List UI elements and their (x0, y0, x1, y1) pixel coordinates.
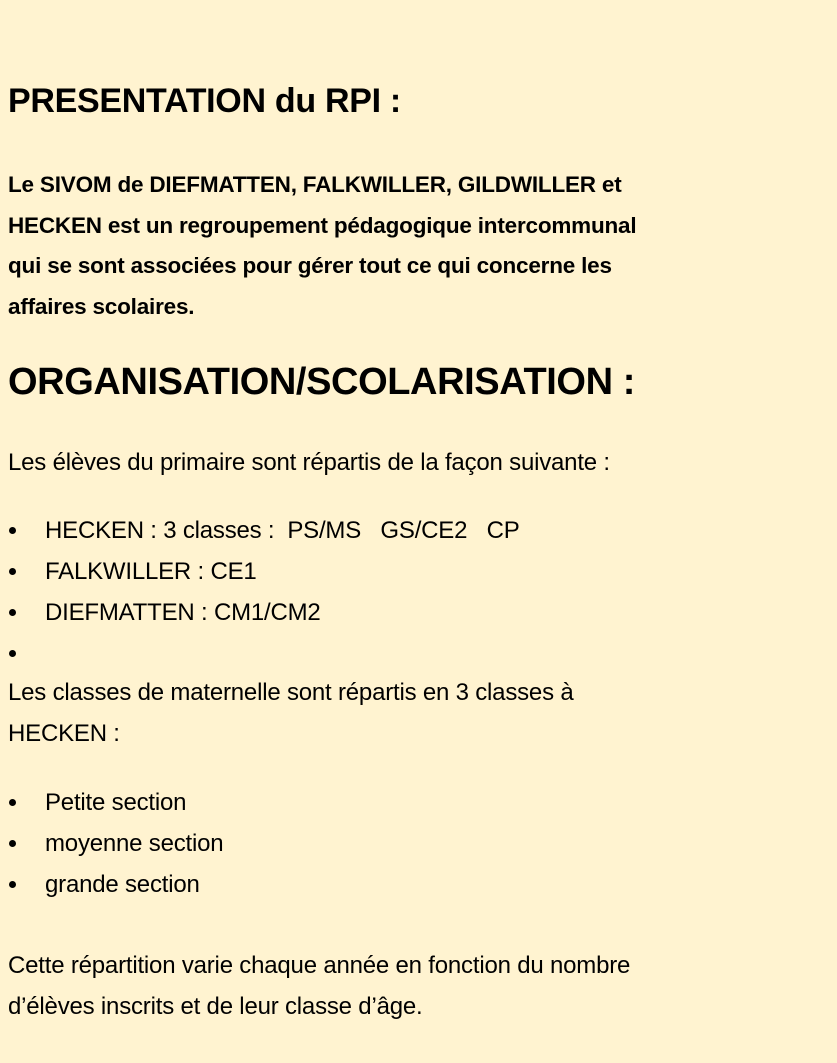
closing-line: d’élèves inscrits et de leur classe d’âge. (8, 992, 423, 1020)
bullet-icon (9, 840, 16, 847)
organisation-heading: ORGANISATION/SCOLARISATION : (8, 361, 636, 403)
intro-line: affaires scolaires. (8, 293, 195, 319)
bullet-icon (9, 527, 16, 534)
closing-line: Cette répartition varie chaque année en fonction du nombre (8, 952, 631, 979)
list-item-text: grande section (45, 871, 200, 898)
intro-line: Le SIVOM de DIEFMATTEN, FALKWILLER, GILDWILLER et (8, 172, 622, 197)
list-item (8, 633, 520, 674)
list-item-text: moyenne section (45, 830, 224, 857)
list-item-text: Petite section (45, 789, 187, 816)
presentation-heading: PRESENTATION du RPI : (8, 82, 401, 120)
list-item (8, 782, 223, 823)
presentation-intro (8, 165, 828, 327)
list-item (8, 592, 520, 633)
list-item (8, 551, 520, 592)
list-item (8, 864, 223, 905)
bullet-icon (9, 568, 16, 575)
maternelle-intro-line: Les classes de maternelle sont répartis en 3 classes à (8, 679, 574, 706)
list-item (8, 510, 520, 551)
bullet-icon (9, 650, 16, 657)
bullet-icon (9, 799, 16, 806)
primaire-list (8, 510, 520, 674)
bullet-icon (9, 881, 16, 888)
primaire-intro (8, 443, 610, 484)
intro-line: qui se sont associées pour gérer tout ce qui concerne les (8, 253, 612, 278)
bullet-icon (9, 609, 16, 616)
list-item-text: DIEFMATTEN : CM1/CM2 (45, 599, 321, 626)
primaire-intro-text: Les élèves du primaire sont répartis de la façon suivante : (8, 449, 610, 476)
list-item-text: FALKWILLER : CE1 (45, 558, 257, 585)
maternelle-list (8, 782, 223, 905)
intro-line: HECKEN est un regroupement pédagogique intercommunal (8, 212, 637, 238)
list-item (8, 823, 223, 864)
maternelle-intro (8, 673, 574, 754)
list-item-text: HECKEN : 3 classes : PS/MS GS/CE2 CP (45, 517, 520, 544)
maternelle-intro-line: HECKEN : (8, 719, 120, 747)
closing-paragraph (8, 946, 630, 1027)
